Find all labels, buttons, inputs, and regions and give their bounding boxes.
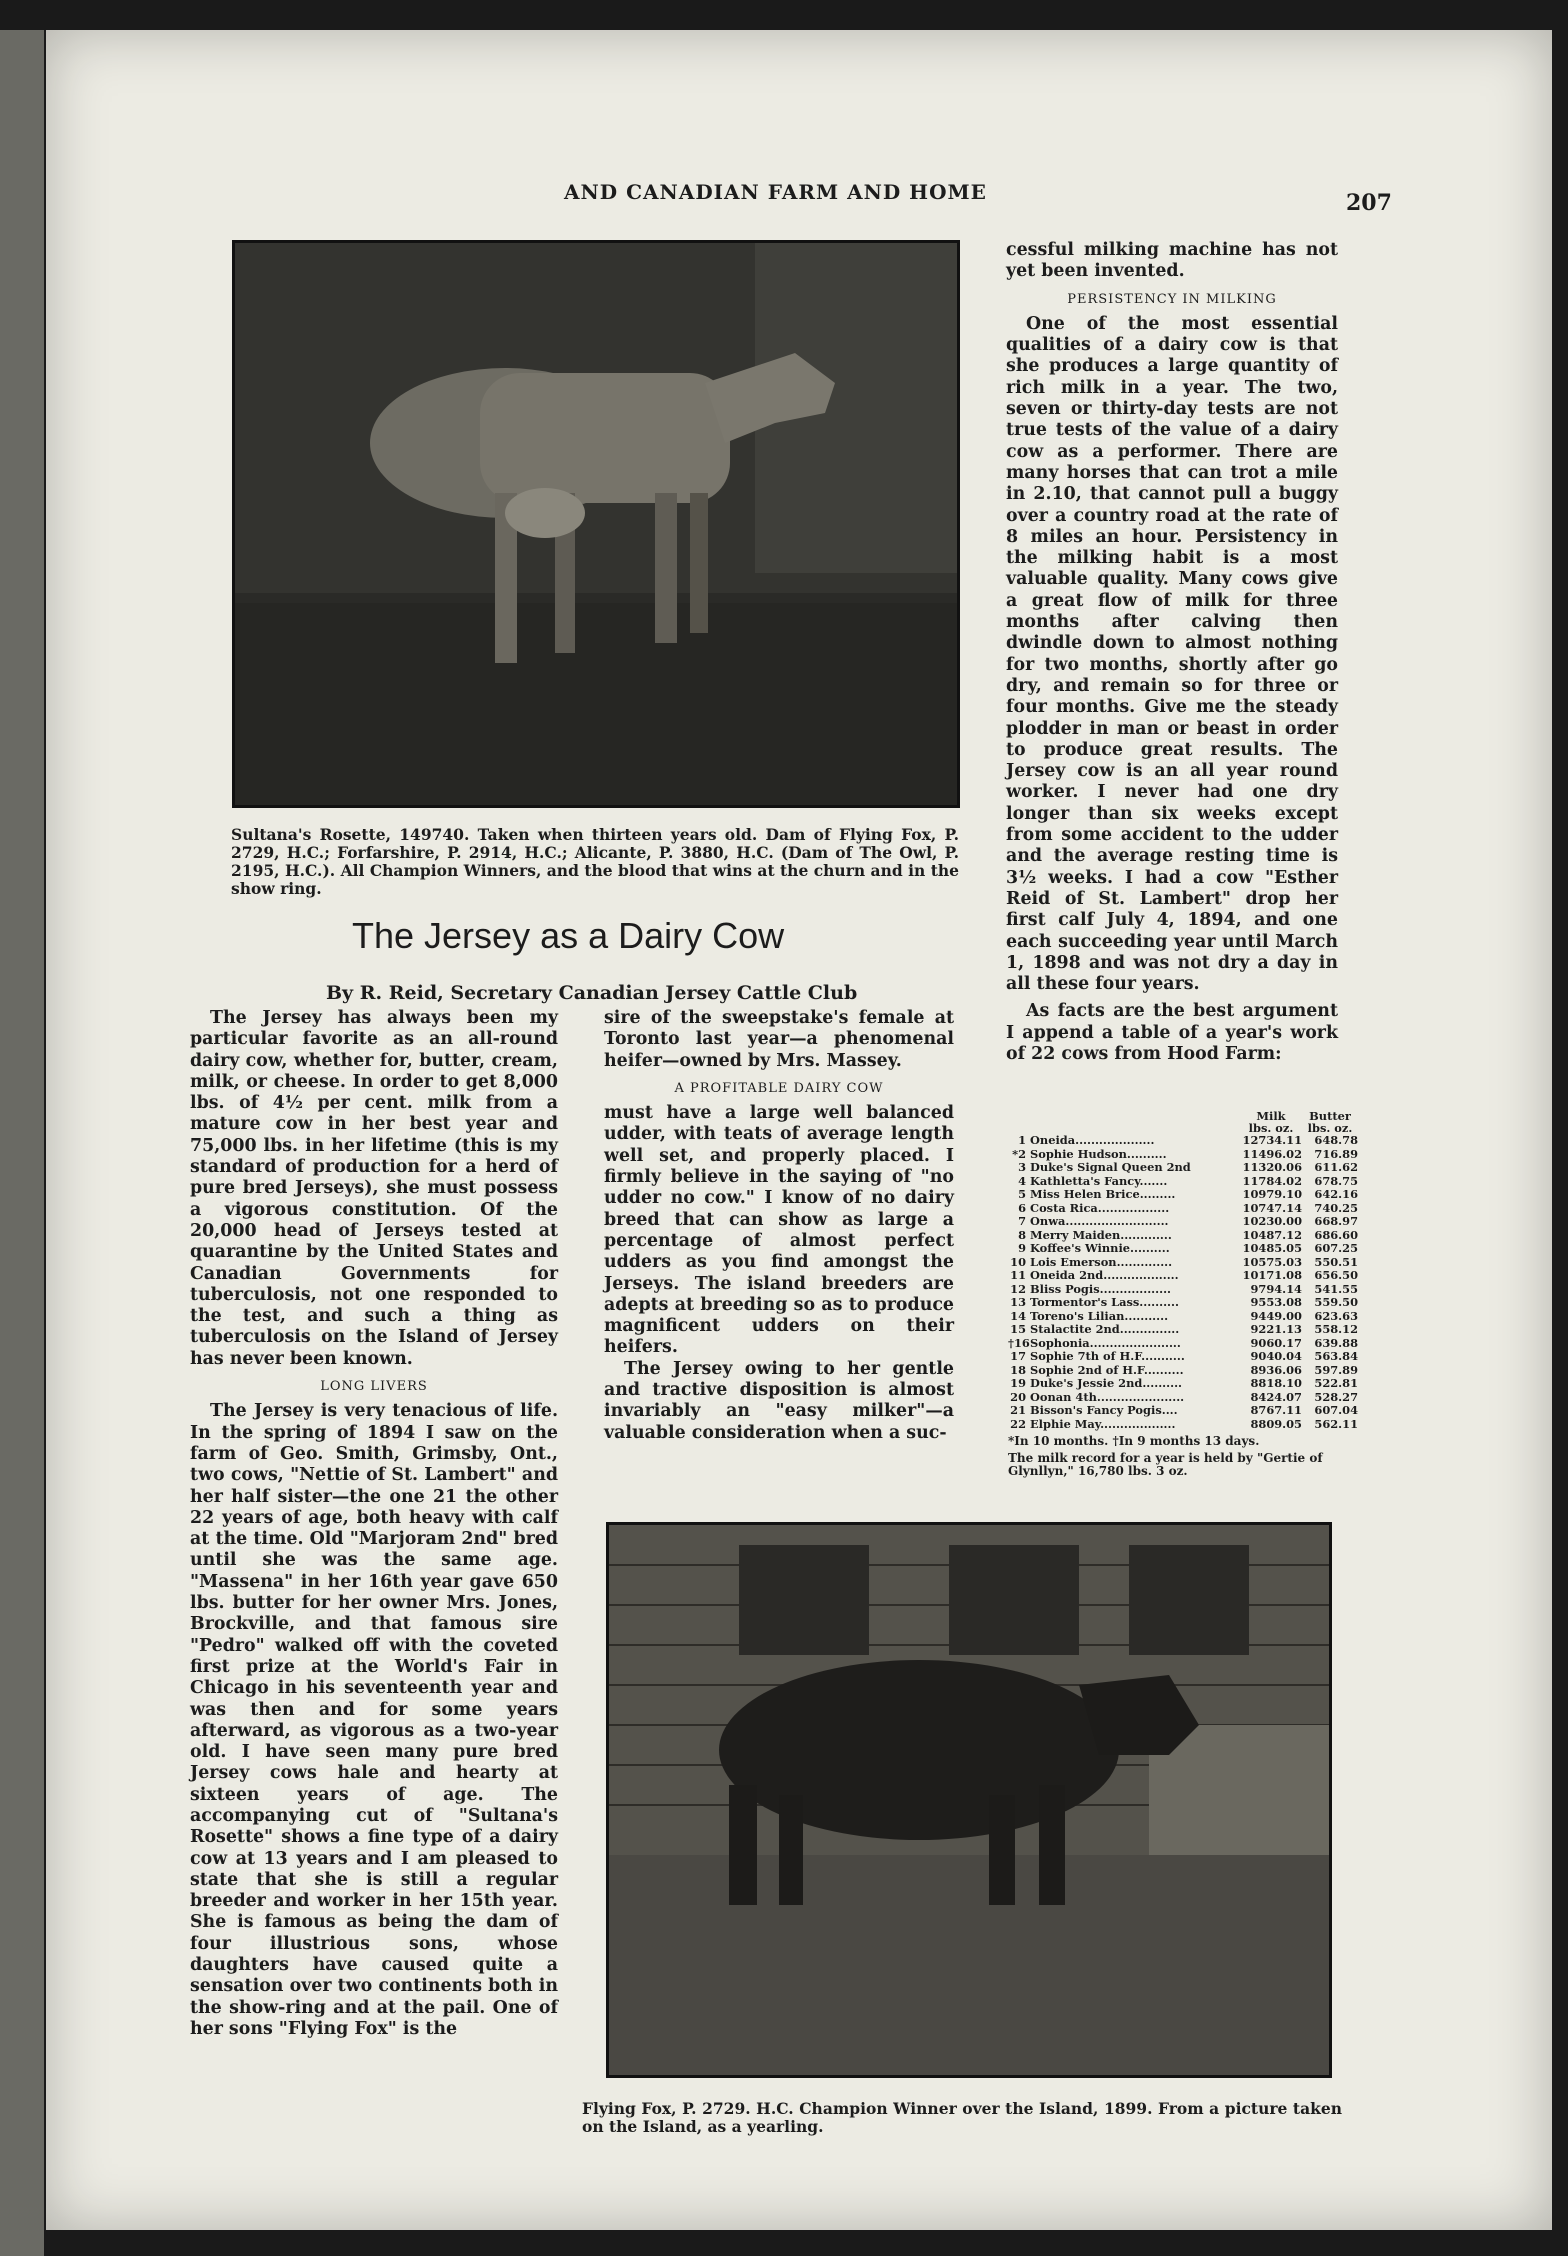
table-row: [1008, 1175, 1358, 1189]
table-row: [1008, 1148, 1358, 1162]
paragraph: sire of the sweepstake's female at Toronto last year—a phenomenal heifer—owned by Mrs. Massey.: [604, 1008, 954, 1071]
table-cell-butter: 559.50: [1314, 1295, 1358, 1309]
table-cell-milk: 9060.17: [1250, 1335, 1302, 1350]
photo-flying-fox: [606, 1522, 1332, 2078]
table-cell-butter: 623.63: [1314, 1308, 1358, 1323]
table-cell-name: Bisson's Fancy Pogis....: [1030, 1404, 1178, 1417]
table-row: [1008, 1364, 1358, 1378]
table-cell-butter: 668.97: [1314, 1214, 1358, 1228]
table-row: [1008, 1323, 1358, 1337]
table-cell-num: 12: [1010, 1281, 1026, 1296]
table-cell-milk: 8809.05: [1250, 1416, 1302, 1431]
table-row: [1008, 1229, 1358, 1243]
magazine-page: [46, 30, 1552, 2230]
table-cell-milk: 8424.07: [1250, 1389, 1302, 1404]
table-cell-num: 3: [1018, 1160, 1026, 1174]
table-cell-name: Toreno's Lilian...........: [1030, 1309, 1169, 1323]
table-footnote-record: The milk record for a year is held by "Gertie of Glynllyn," 16,780 lbs. 3 oz.: [1008, 1451, 1323, 1478]
paragraph: The Jersey has always been my particular favorite as an all-round dairy cow, whether for, butter, cream, milk, or cheese. In order to get 8,000 lbs. of 4½ per cent. milk from a mature cow in her best year and 75,000 lbs. in her lifetime (this is my standard of production for a herd of pure bred Jerseys), she must possess a vigorous constitution. Of the 20,000 head of Jerseys tested at quarantine by the United States and Canadian Governments for tuberculosis, not one responded to the test, and such a thing as tuberculosis on the Island of Jersey has never been known.: [190, 1008, 558, 1369]
table-cell-butter: 541.55: [1314, 1281, 1358, 1296]
table-row: [1008, 1256, 1358, 1270]
table-cell-milk: 9449.00: [1250, 1308, 1302, 1323]
table-cell-butter: 716.89: [1314, 1146, 1358, 1161]
article-title: The Jersey as a Dairy Cow: [352, 915, 785, 956]
table-cell-milk: 10171.08: [1242, 1268, 1302, 1282]
table-cell-name: Kathletta's Fancy.......: [1030, 1174, 1168, 1188]
table-cell-butter: 740.25: [1314, 1200, 1358, 1215]
table-cell-name: Duke's Jessie 2nd..........: [1030, 1377, 1182, 1390]
table-cell-milk: 9040.04: [1250, 1349, 1302, 1363]
table-cell-num: 19: [1010, 1376, 1026, 1390]
table-cell-num: *2: [1012, 1146, 1026, 1161]
table-cell-num: 1: [1018, 1133, 1026, 1147]
table-cell-name: Onwa..........................: [1030, 1215, 1169, 1228]
table-cell-num: 15: [1010, 1322, 1026, 1336]
table-cell-milk: 10487.12: [1242, 1227, 1302, 1242]
table-cell-butter: 686.60: [1314, 1227, 1358, 1242]
table-cell-name: Miss Helen Brice.........: [1030, 1188, 1176, 1201]
table-cell-butter: 563.84: [1314, 1349, 1358, 1363]
running-header: AND CANADIAN FARM AND HOME: [564, 180, 987, 204]
paragraph: As facts are the best argument I append a table of a year's work of 22 cows from Hood Farm:: [1006, 1001, 1338, 1064]
adjacent-page-edge: [0, 30, 44, 2256]
table-cell-num: 21: [1010, 1403, 1026, 1417]
photo2-caption: Flying Fox, P. 2729. H.C. Champion Winner over the Island, 1899. From a picture taken on the Island, as a yearling.: [582, 2099, 1342, 2136]
table-cell-num: 18: [1010, 1362, 1026, 1377]
table-cell-milk: 8936.06: [1250, 1362, 1302, 1377]
article-column-1: [190, 1008, 558, 2040]
table-cell-num: 22: [1010, 1416, 1026, 1431]
table-head-milk-unit: lbs. oz.: [1248, 1121, 1294, 1135]
table-cell-milk: 8818.10: [1250, 1376, 1302, 1390]
table-cell-milk: 10575.03: [1242, 1254, 1302, 1269]
table-cell-butter: 528.27: [1314, 1389, 1358, 1404]
table-cell-milk: 10979.10: [1242, 1187, 1302, 1201]
table-cell-milk: 10747.14: [1242, 1200, 1302, 1215]
table-cell-num: 6: [1018, 1200, 1026, 1215]
table-cell-milk: 11320.06: [1242, 1160, 1302, 1174]
table-cell-milk: 9794.14: [1250, 1281, 1302, 1296]
table-row: [1008, 1134, 1358, 1148]
table-cell-butter: 562.11: [1314, 1416, 1358, 1431]
table-head-milk: Milk: [1256, 1109, 1286, 1123]
table-cell-num: †16: [1008, 1335, 1030, 1350]
table-cell-name: Sophonia.......................: [1030, 1336, 1181, 1350]
table-header: [1008, 1110, 1358, 1134]
table-cell-name: Lois Emerson..............: [1030, 1255, 1173, 1269]
table-cell-num: 5: [1018, 1187, 1026, 1201]
table-cell-butter: 611.62: [1314, 1160, 1358, 1174]
table-cell-name: Oneida 2nd...................: [1030, 1269, 1179, 1282]
table-row: [1008, 1310, 1358, 1324]
table-cell-butter: 648.78: [1314, 1133, 1358, 1147]
table-cell-name: Stalactite 2nd...............: [1030, 1323, 1180, 1336]
table-cell-num: 7: [1018, 1214, 1026, 1228]
table-cell-milk: 10485.05: [1242, 1241, 1302, 1255]
table-row: [1008, 1337, 1358, 1351]
table-row: [1008, 1215, 1358, 1229]
table-cell-name: Koffee's Winnie..........: [1030, 1242, 1170, 1255]
table-row: [1008, 1418, 1358, 1432]
table-row: [1008, 1404, 1358, 1418]
article-byline: By R. Reid, Secretary Canadian Jersey Cattle Club: [326, 982, 858, 1004]
table-row: [1008, 1350, 1358, 1364]
table-cell-butter: 607.25: [1314, 1241, 1358, 1255]
table-cell-name: Oonan 4th......................: [1030, 1390, 1185, 1404]
table-cell-milk: 8767.11: [1250, 1403, 1302, 1417]
table-head-butter-unit: lbs. oz.: [1307, 1121, 1353, 1135]
table-row: [1008, 1202, 1358, 1216]
table-cell-butter: 558.12: [1314, 1322, 1358, 1336]
table-head-butter: Butter: [1309, 1109, 1351, 1123]
table-row: [1008, 1242, 1358, 1256]
hood-farm-table: [1008, 1110, 1358, 1478]
table-cell-name: Oneida....................: [1030, 1134, 1155, 1147]
table-row: [1008, 1296, 1358, 1310]
section-heading: PERSISTENCY IN MILKING: [1067, 291, 1277, 307]
article-column-2: [604, 1008, 954, 1444]
section-heading: LONG LIVERS: [320, 1379, 428, 1395]
table-cell-milk: 9221.13: [1250, 1322, 1302, 1336]
table-cell-num: 4: [1018, 1173, 1026, 1188]
table-cell-butter: 639.88: [1314, 1335, 1358, 1350]
table-cell-butter: 678.75: [1314, 1173, 1358, 1188]
table-cell-butter: 597.89: [1314, 1362, 1358, 1377]
table-cell-milk: 12734.11: [1242, 1133, 1302, 1147]
paragraph: cessful milking machine has not yet been invented.: [1006, 240, 1338, 282]
table-cell-name: Merry Maiden.............: [1030, 1228, 1172, 1242]
table-row: [1008, 1391, 1358, 1405]
paragraph: The Jersey owing to her gentle and tractive disposition is almost invariably an "easy milker"—a valuable consideration when a suc-: [604, 1358, 954, 1443]
table-cell-num: 20: [1010, 1389, 1026, 1404]
section-heading: A PROFITABLE DAIRY COW: [674, 1080, 884, 1096]
table-cell-butter: 607.04: [1314, 1403, 1358, 1417]
table-row: [1008, 1377, 1358, 1391]
article-column-3: [1006, 240, 1338, 1065]
table-rows: [1008, 1134, 1358, 1431]
table-row: [1008, 1269, 1358, 1283]
table-cell-name: Sophie 7th of H.F...........: [1030, 1350, 1185, 1363]
table-cell-num: 8: [1018, 1227, 1026, 1242]
table-cell-num: 11: [1010, 1268, 1026, 1282]
photo1-caption: Sultana's Rosette, 149740. Taken when thirteen years old. Dam of Flying Fox, P. 2729, H.C.; Forfarshire, P. 2914, H.C.; Alicante, P. 3880, H.C. (Dam of The Owl, P. 2195, H.C.). All Champion Winners, and the blood that wins at the churn and in the show ring.: [231, 825, 959, 898]
table-cell-num: 13: [1010, 1295, 1026, 1309]
table-row: [1008, 1161, 1358, 1175]
table-cell-name: Tormentor's Lass..........: [1030, 1296, 1179, 1309]
page-number: 207: [1346, 190, 1392, 216]
table-row: [1008, 1283, 1358, 1297]
paragraph: One of the most essential qualities of a dairy cow is that she produces a large quantity of rich milk in a year. The two, seven or thirty-day tests are not true tests of the value of a dairy cow as a performer. There are many horses that can trot a mile in 2.10, that cannot pull a buggy over a country road at the rate of 8 miles an hour. Persistency in the milking habit is a most valuable quality. Many cows give a great flow of milk for three months after calving then dwindle down to almost nothing for two months, shortly after go dry, and remain so for three or four months. Give me the steady plodder in man or beast in order to produce great results. The Jersey cow is an all year round worker. I never had one dry longer than six weeks except from some accident to the udder and the average resting time is 3½ weeks. I had a cow "Esther Reid of St. Lambert" drop her first calf July 4, 1894, and one each succeeding year until March 1, 1898 and was not dry a day in all these four years.: [1006, 313, 1338, 995]
table-cell-milk: 11784.02: [1242, 1173, 1302, 1188]
table-cell-butter: 550.51: [1314, 1254, 1358, 1269]
table-cell-name: Sophie 2nd of H.F..........: [1030, 1363, 1184, 1377]
table-cell-num: 14: [1010, 1308, 1026, 1323]
table-cell-milk: 9553.08: [1250, 1295, 1302, 1309]
table-row: [1008, 1188, 1358, 1202]
photo-sultanas-rosette: [232, 240, 960, 808]
table-cell-name: Elphie May...................: [1030, 1417, 1176, 1431]
table-cell-num: 9: [1018, 1241, 1026, 1255]
table-cell-num: 17: [1010, 1349, 1026, 1363]
paragraph: must have a large well balanced udder, with teats of average length well set, and properly placed. I firmly believe in the saying of "no udder no cow." I know of no dairy breed that can show as large a percentage of almost perfect udders as you find amongst the Jerseys. The island breeders are adepts at breeding so as to produce magnificent udders on their heifers.: [604, 1103, 954, 1358]
table-cell-name: Sophie Hudson..........: [1030, 1147, 1167, 1161]
table-cell-num: 10: [1010, 1254, 1026, 1269]
table-cell-butter: 522.81: [1314, 1376, 1358, 1390]
table-cell-butter: 642.16: [1314, 1187, 1358, 1201]
table-footnote: *In 10 months. †In 9 months 13 days.: [1008, 1434, 1260, 1448]
table-cell-milk: 11496.02: [1242, 1146, 1302, 1161]
table-cell-name: Costa Rica..................: [1030, 1201, 1170, 1215]
table-cell-butter: 656.50: [1314, 1268, 1358, 1282]
paragraph: The Jersey is very tenacious of life. In the spring of 1894 I saw on the farm of Geo. Smith, Grimsby, Ont., two cows, "Nettie of St. Lambert" and her half sister—the one 21 the other 22 years of age, both heavy with calf at the time. Old "Marjoram 2nd" bred until she was the same age. "Massena" in her 16th year gave 650 lbs. butter for her owner Mrs. Jones, Brockville, and that famous sire "Pedro" walked off with the coveted first prize at the World's Fair in Chicago in his seventeenth year and was then and for some years afterward, as vigorous as a two-year old. I have seen many pure bred Jersey cows hale and hearty at sixteen years of age. The accompanying cut of "Sultana's Rosette" shows a fine type of a dairy cow at 13 years and I am pleased to state that she is still a regular breeder and worker in her 15th year. She is famous as being the dam of four illustrious sons, whose daughters have caused quite a sensation over two continents both in the show-ring and at the pail. One of her sons "Flying Fox" is the: [190, 1401, 558, 2039]
table-cell-milk: 10230.00: [1242, 1214, 1302, 1228]
table-cell-name: Bliss Pogis..................: [1030, 1282, 1172, 1296]
table-cell-name: Duke's Signal Queen 2nd: [1030, 1161, 1191, 1174]
